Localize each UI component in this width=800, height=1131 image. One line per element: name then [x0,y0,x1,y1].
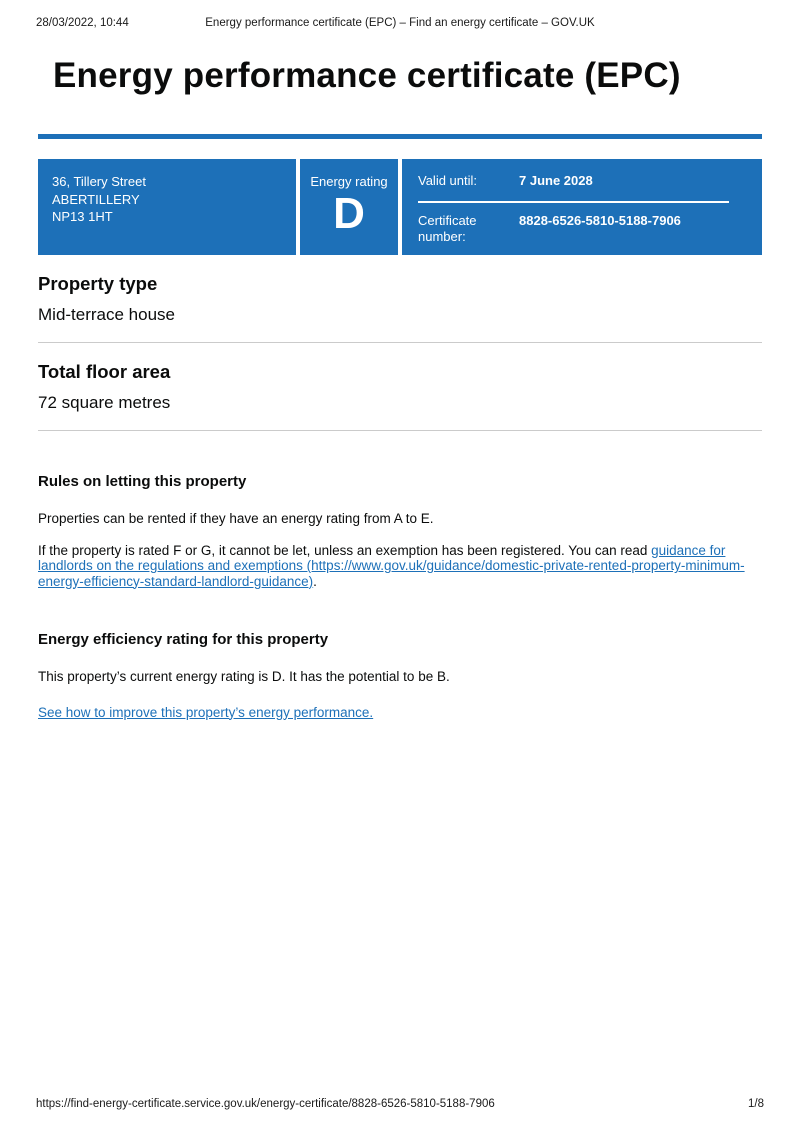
improve-performance-para [38,705,762,721]
print-footer [36,1098,764,1110]
certificate-number-value: 8828-6526-5810-5188-7906 [519,213,681,228]
certificate-summary-banner [38,159,762,255]
title-rule [38,134,762,139]
efficiency-rating-heading: Energy efficiency rating for this property [38,631,329,648]
valid-until-row [418,173,762,201]
print-date-time: 28/03/2022, 10:44 [36,17,129,29]
footer-page-indicator: 1/8 [748,1098,764,1110]
property-type-value: Mid-terrace house [38,305,176,324]
print-header [36,17,764,29]
property-type-heading: Property type [38,273,158,294]
address-line-2: ABERTILLERY [52,191,140,207]
valid-until-label: Valid until: [418,173,478,188]
energy-rating-box [300,159,398,255]
landlord-guidance-link[interactable]: guidance for landlords on the regulations and exemptions (https://www.gov.uk/guidance/domestic-private-rented-property-minimum-energy-efficiency-standard-landlord-guidance) [38,542,745,589]
valid-until-value: 7 June 2028 [519,173,593,188]
address-line-1: 36, Tillery Street [52,174,146,189]
section-divider [38,342,762,343]
floor-area-value: 72 square metres [38,393,171,412]
address-line-3: NP13 1HT [52,209,113,224]
certificate-details-box [402,159,762,255]
floor-area-heading: Total floor area [38,361,171,382]
energy-rating-letter: D [333,189,365,238]
certificate-number-row [418,203,762,245]
letting-rules-para2-text: If the property is rated F or G, it cannot be let, unless an exemption has been registered. You can read [38,542,652,558]
page-title: Energy performance certificate (EPC) [53,56,681,95]
property-address [38,159,296,255]
letting-rules-para2-suffix: . [313,573,317,589]
letting-rules-para2 [38,543,762,590]
letting-rules-para1: Properties can be rented if they have an energy rating from A to E. [38,511,434,526]
main-content [38,0,762,720]
energy-rating-label: Energy rating [310,174,388,189]
improve-performance-link[interactable]: See how to improve this property’s energy performance. [38,704,374,720]
print-document-title: Energy performance certificate (EPC) – Find an energy certificate – GOV.UK [205,17,595,29]
efficiency-rating-para: This property’s current energy rating is D. It has the potential to be B. [38,669,450,684]
certificate-number-label: Certificate number: [418,213,477,244]
footer-url: https://find-energy-certificate.service.gov.uk/energy-certificate/8828-6526-5810-5188-7906 [36,1098,495,1110]
section-divider [38,430,762,431]
letting-rules-heading: Rules on letting this property [38,473,247,490]
